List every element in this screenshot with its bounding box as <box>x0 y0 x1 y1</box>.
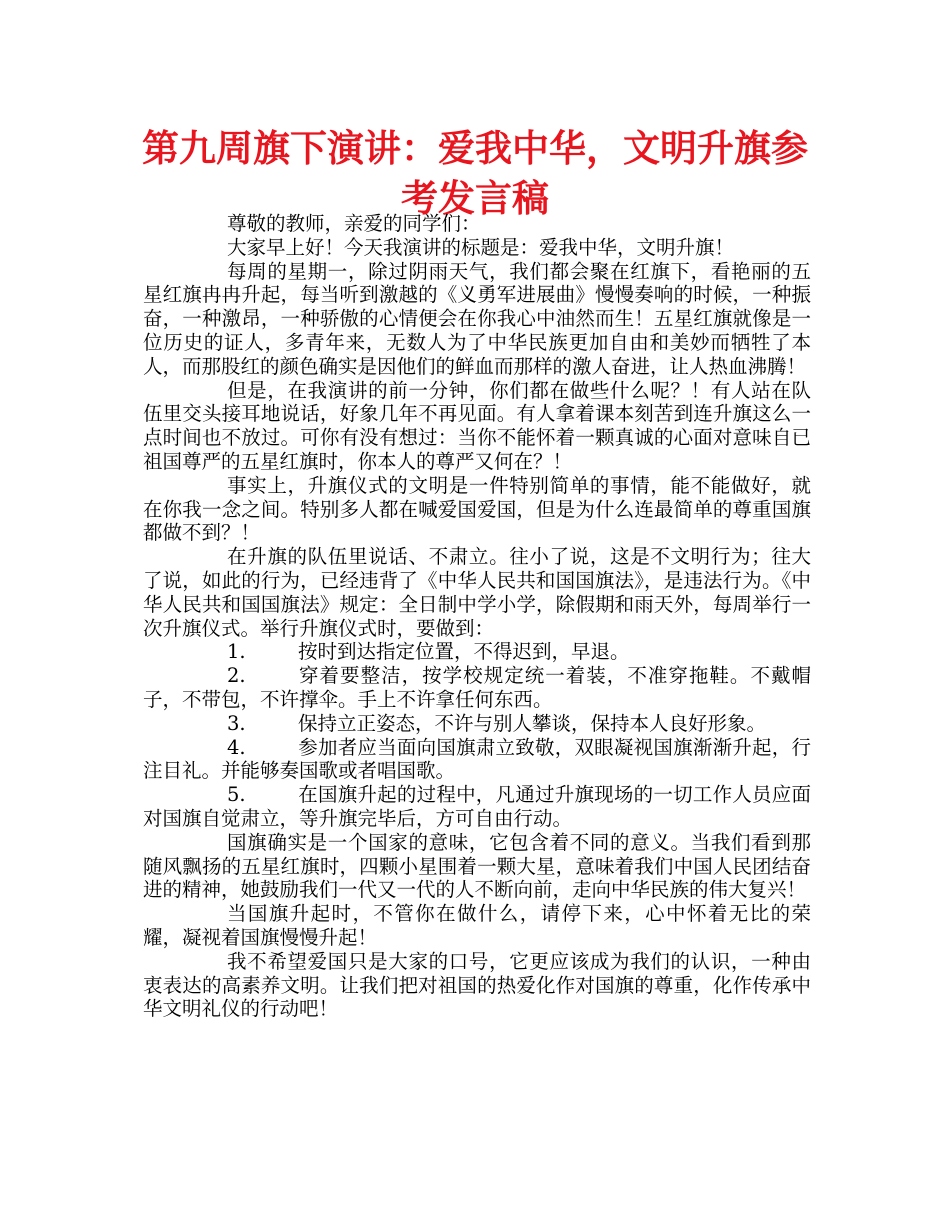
list-item-number: 2. <box>227 664 246 688</box>
salutation-paragraph: 尊敬的教师，亲爱的同学们： <box>227 212 481 235</box>
list-item-number: 1. <box>227 640 246 664</box>
list-item-number: 4. <box>227 735 246 759</box>
body-paragraph: 每周的星期一，除过阴雨天气，我们都会聚在红旗下，看艳丽的五星红旗冉冉升起，每当听到激越的《义勇军进展曲》慢慢奏响的时候，一种振奋，一种激昂，一种骄傲的心情便会在你我心中油然而生！五星红旗就像是一位历史的证人，多青年来，无数人为了中华民族更加自由和美妙而牺牲了本人，而那股红的颜色确实是因他们的鲜血而那样的激人奋进，让人热血沸腾！ <box>143 259 811 378</box>
document-title: 第九周旗下演讲：爱我中华，文明升旗参考发言稿 <box>142 127 808 220</box>
list-item <box>143 736 811 784</box>
list-item <box>143 664 811 712</box>
body-paragraph: 但是，在我演讲的前一分钟，你们都在做些什么呢？！有人站在队伍里交头接耳地说话，好象几年不再见面。有人拿着课本刻苦到连升旗这么一点时间也不放过。可你有没有想过：当你不能怀着一颗真诚的心面对意味自已祖国尊严的五星红旗时，你本人的尊严又何在？！ <box>143 378 811 473</box>
list-item-text: 在国旗升起的过程中，凡通过升旗现场的一切工作人员应面对国旗自觉肃立，等升旗完毕后，方可自由行动。 <box>143 783 811 830</box>
list-item-text: 保持立正姿态，不许与别人攀谈，保持本人良好形象。 <box>298 711 767 735</box>
list-item-text: 参加者应当面向国旗肃立致敬，双眼凝视国旗渐渐升起，行注目礼。并能够奏国歌或者唱国歌。 <box>143 735 811 783</box>
list-item <box>143 783 811 831</box>
greeting-paragraph: 大家早上好！今天我演讲的标题是：爱我中华，文明升旗！ <box>227 235 735 259</box>
document-body <box>143 212 811 1021</box>
list-item-number: 3. <box>227 711 246 735</box>
list-item <box>143 640 811 664</box>
list-item <box>143 712 811 736</box>
body-paragraph: 在升旗的队伍里说话、不肃立。往小了说，这是不文明行为；往大了说，如此的行为，已经违背了《中华人民共和国国旗法》，是违法行为。《中华人民共和国国旗法》规定：全日制中学小学，除假期和雨天外，每周举行一次升旗仪式。举行升旗仪式时，要做到： <box>143 545 811 640</box>
closing-paragraph: 国旗确实是一个国家的意味，它包含着不同的意义。当我们看到那随风飘扬的五星红旗时，四颗小星围着一颗大星，意味着我们中国人民团结奋进的精神，她鼓励我们一代又一代的人不断向前，走向中华民族的伟大复兴！ <box>143 830 811 902</box>
closing-paragraph: 我不希望爱国只是大家的口号，它更应该成为我们的认识，一种由衷表达的高素养文明。让我们把对祖国的热爱化作对国旗的尊重，化作传承中华文明礼仪的行动吧！ <box>143 949 811 1021</box>
list-item-text: 穿着要整洁，按学校规定统一着装，不准穿拖鞋。不戴帽子，不带包，不许撑伞。手上不许拿任何东西。 <box>143 664 811 711</box>
list-item-number: 5. <box>227 783 246 807</box>
closing-paragraph: 当国旗升起时，不管你在做什么，请停下来，心中怀着无比的荣耀，凝视着国旗慢慢升起！ <box>143 902 811 949</box>
list-item-text: 按时到达指定位置，不得迟到，早退。 <box>298 640 630 664</box>
body-paragraph: 事实上，升旗仪式的文明是一件特别简单的事情，能不能做好，就在你我一念之间。特别多人都在喊爱国爱国，但是为什么连最简单的尊重国旗都做不到？！ <box>143 473 811 545</box>
